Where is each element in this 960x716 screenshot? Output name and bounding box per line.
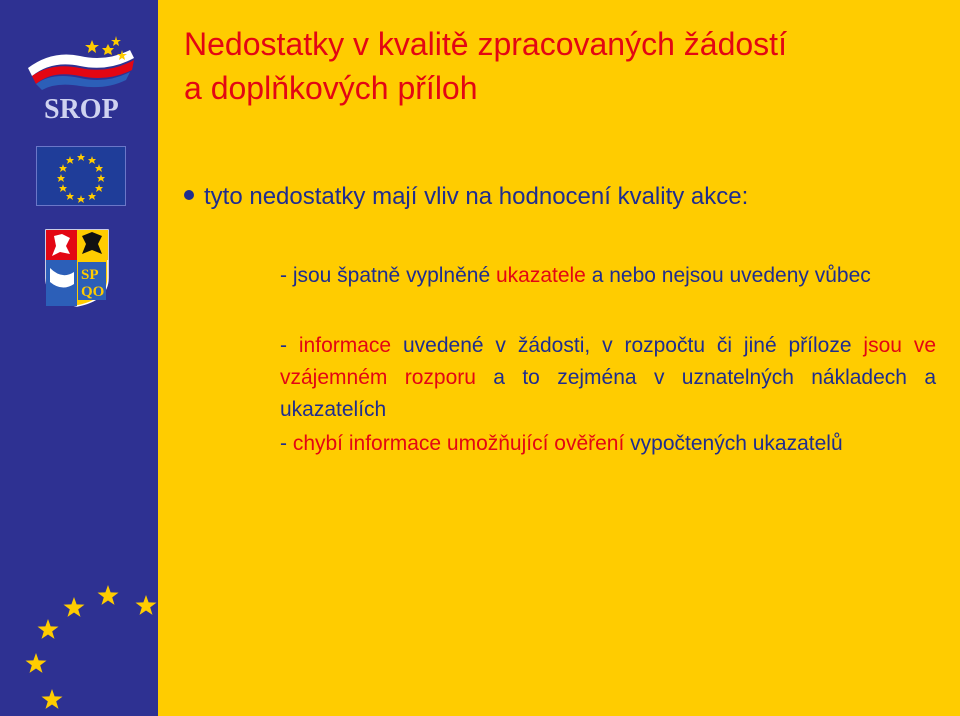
sub-item-2 (280, 330, 936, 426)
regional-crest-icon (44, 228, 110, 308)
sub-item-2-text-red-a: informace (298, 334, 392, 357)
eu-stars-decoration-icon (0, 560, 160, 716)
sub-item-1-text-b: a nebo nejsou uvedeny vůbec (585, 264, 871, 287)
sub-item-3-dash: - (280, 432, 293, 455)
sub-item-2-text-b: a to zejména v uznatelných nákladech a ukazatelích (280, 366, 937, 421)
sidebar (0, 0, 158, 716)
sub-item-1-text-red: ukazatele (495, 264, 586, 287)
page-title-line-2: a doplňkových příloh (184, 70, 478, 106)
main-bullet (184, 180, 936, 214)
sub-item-1 (280, 260, 936, 292)
main-bullet-text: tyto nedostatky mají vliv na hodnocení kvality akce: (204, 183, 749, 210)
crest-text-qo: QO (81, 284, 105, 300)
page-title (184, 22, 944, 110)
sub-item-3-text: vypočtených ukazatelů (624, 432, 843, 455)
bullet-dot-icon (184, 190, 194, 200)
page-title-line-1: Nedostatky v kvalitě zpracovaných žádostí (184, 26, 787, 62)
sub-item-2-text-a: uvedené v žádosti, v rozpočtu či jiné příloze (391, 334, 864, 357)
sub-item-1-dash: - (280, 264, 293, 287)
srop-logo (22, 36, 138, 124)
crest-text-sp: SP (81, 267, 99, 283)
sub-item-3-text-red: chybí informace umožňující ověření (292, 432, 625, 455)
srop-logo-text: SROP (44, 94, 119, 124)
sub-item-2-text-red-b: jsou ve vzájemném rozporu (280, 334, 937, 389)
sub-item-1-text-a: jsou špatně vyplněné (292, 264, 496, 287)
sub-item-3 (280, 428, 936, 460)
eu-flag-icon (36, 146, 126, 206)
sub-item-2-dash: - (280, 334, 299, 357)
